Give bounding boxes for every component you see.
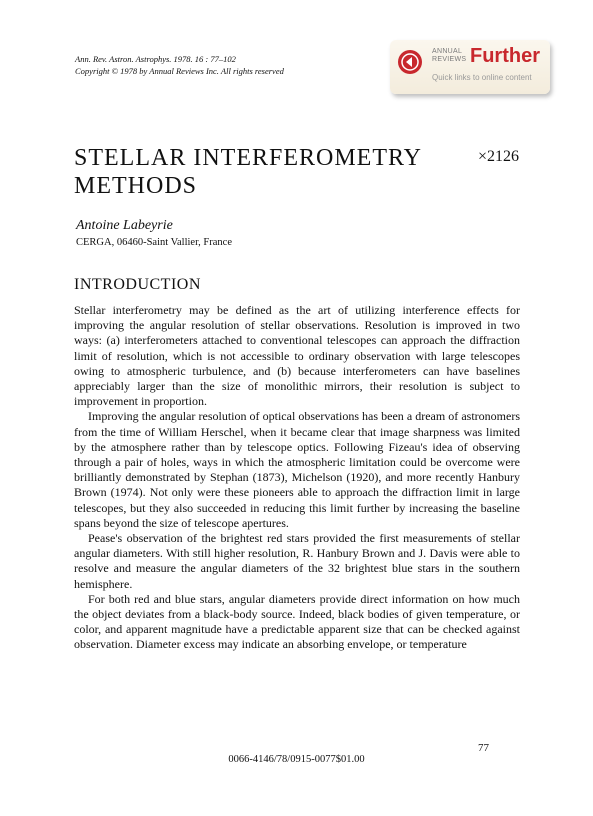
play-left-arrow-icon xyxy=(398,50,422,74)
annual-reviews-further-button[interactable] xyxy=(390,40,550,94)
paragraph: Stellar interferometry may be defined as the art of utilizing interference effects for improving the angular resolution of stellar observations. Resolution is improved in two ways: (a) interferometers attached to conventional telescopes can approach the diffraction limit of resolution, which is not accessible to ordinary observation with large telescopes owing to atmospheric turbulence, and (b) because interferometers can have baselines appreciably larger than the size of monolithic mirrors, their resolution is subject to improvement in proportion. xyxy=(74,303,520,409)
paragraph: Improving the angular resolution of optical observations has been a dream of astronomers from the time of William Herschel, when it became clear that image sharpness was limited by the atmosphere rather than by telescope optics. Following Fizeau's idea of observing through a pair of holes, ways in which the atmospheric limitation could be overcome were brilliantly demonstrated by Stephan (1873), Michelson (1920), and more recently Hanbury Brown (1974). Not only were these pioneers able to approach the diffraction limit in large telescopes, but they also succeeded in reducing this limit further by increasing the baseline spans beyond the size of telescope apertures. xyxy=(74,409,520,530)
footer-code: 0066-4146/78/0915-0077$01.00 xyxy=(228,754,365,765)
further-wordmark: Further xyxy=(470,45,540,67)
section-heading: INTRODUCTION xyxy=(74,276,201,293)
journal-citation: Ann. Rev. Astron. Astrophys. 1978. 16 : 77–102 xyxy=(75,54,236,64)
further-subtitle: Quick links to online content xyxy=(432,73,532,82)
article-title: STELLAR INTERFEROMETRY METHODS xyxy=(74,145,422,199)
copyright-notice: Copyright © 1978 by Annual Reviews Inc. All rights reserved xyxy=(75,66,284,76)
author-affiliation: CERGA, 06460-Saint Vallier, France xyxy=(76,237,232,248)
annual-reviews-label xyxy=(432,48,466,64)
paragraph: Pease's observation of the brightest red stars provided the first measurements of stellar angular diameters. With still higher resolution, R. Hanbury Brown and J. Davis were able to resolve and measure the angular diameters of the 32 brightest blue stars in the southern hemisphere. xyxy=(74,531,520,591)
author-name: Antoine Labeyrie xyxy=(76,218,173,233)
journal-citation-block xyxy=(75,53,284,77)
article-code: ×2126 xyxy=(478,148,520,165)
page-number: 77 xyxy=(478,742,489,754)
paragraph: For both red and blue stars, angular diameters provide direct information on how much the object deviates from a black-body source. Indeed, black bodies of given temperature, or color, and apparent magnitude have a predictable apparent size that can be checked against observation. Diameter excess may indicate an absorbing envelope, or temperature xyxy=(74,591,520,652)
annual-label-line1: ANNUAL xyxy=(432,48,463,55)
article-body xyxy=(74,303,520,653)
annual-label-line2: REVIEWS xyxy=(432,56,467,63)
